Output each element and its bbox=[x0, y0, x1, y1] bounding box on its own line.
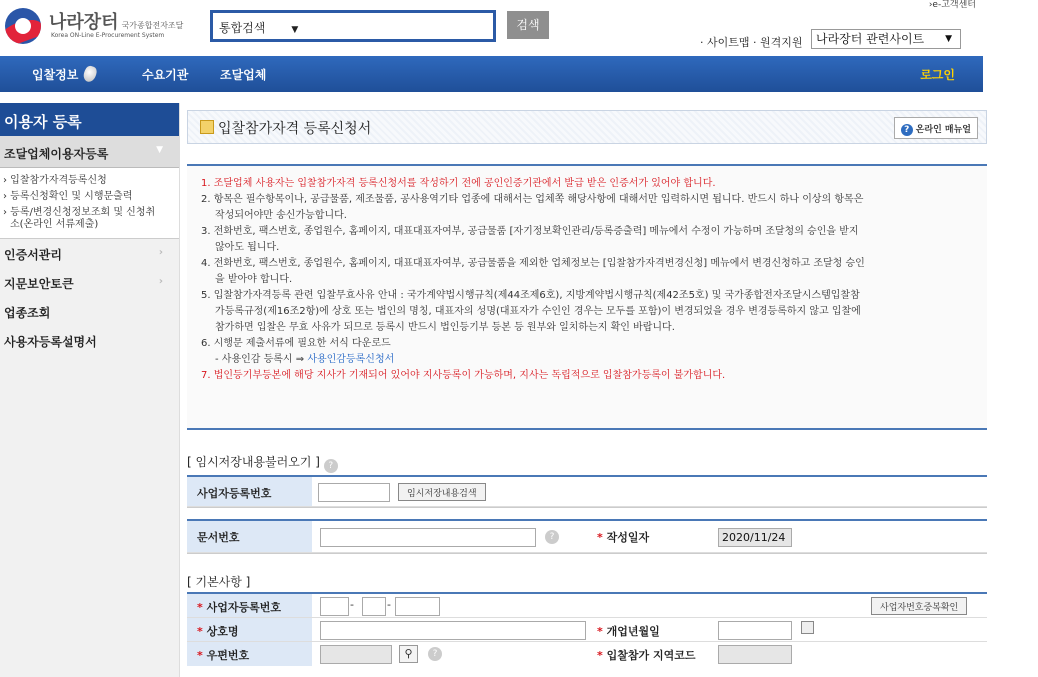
related-sites-select[interactable]: 나라장터 관련사이트 ▼ bbox=[811, 29, 961, 49]
notice-line: 가등록규정(제16조2항)에 상호 또는 법인의 명칭, 대표자의 성명(대표자가 수인인 경우는 모두를 포함)이 변경되었을 경우 변경등록하지 않고 입찰에 bbox=[215, 306, 861, 317]
biz-no-label: * 사업자등록번호 bbox=[187, 594, 312, 617]
notice-line: 7. 법인등기부등본에 해당 지사가 기재되어 있어야 지사등록이 가능하며, 지사는 독립적으로 입찰참가등록이 불가합니다. bbox=[201, 370, 726, 381]
sidebar-category[interactable]: 조달업체이용자등록 ▼ bbox=[0, 136, 179, 168]
page-header bbox=[187, 110, 987, 144]
bulb-icon bbox=[82, 64, 99, 83]
sidebar-item-fingerprint[interactable]: 지문보안토큰 › bbox=[4, 276, 163, 291]
biz-no-part1-field[interactable] bbox=[320, 597, 349, 616]
sidebar-subitem-apply[interactable]: › 입찰참가자격등록신청 bbox=[3, 175, 107, 186]
seal-form-download-link[interactable]: 사용인감등록신청서 bbox=[307, 354, 395, 365]
notice-box bbox=[187, 164, 987, 430]
logo-english: Korea ON-Line E-Procurement System bbox=[51, 32, 165, 39]
doc-info-table bbox=[187, 519, 987, 554]
table-row bbox=[187, 642, 987, 666]
chevron-right-icon: › bbox=[158, 247, 163, 258]
temp-section-title: [ 임시저장내용불러오기 ] ? bbox=[187, 453, 338, 473]
open-date-label: * 개업년월일 bbox=[597, 625, 660, 638]
biz-no-part3-field[interactable] bbox=[395, 597, 440, 616]
search-button[interactable]: 검색 bbox=[507, 11, 549, 39]
notice-line: 3. 전화번호, 팩스번호, 종업원수, 홈페이지, 대표대표자여부, 공급물품 [자기정보확인관리/등록증출력] 메뉴에서 수정이 가능하며 조달청의 승인을 받지 bbox=[201, 226, 859, 237]
utility-links[interactable]: · 사이트맵 · 원격지원 bbox=[700, 36, 803, 49]
date-label: * 작성일자 bbox=[597, 531, 650, 544]
search-scope-select[interactable]: 통합검색 ▼ bbox=[219, 21, 299, 35]
zip-label: * 우편번호 bbox=[187, 642, 312, 666]
notice-line: 않아도 됩니다. bbox=[215, 242, 280, 253]
chevron-down-icon: ▼ bbox=[291, 25, 299, 35]
logo-icon bbox=[5, 8, 41, 44]
nav-item-bids[interactable]: 입찰정보 bbox=[32, 66, 96, 83]
doc-no-field[interactable] bbox=[320, 528, 536, 547]
calendar-icon[interactable] bbox=[801, 621, 814, 634]
notice-line: 작성되어야만 송신가능합니다. bbox=[215, 210, 347, 221]
notice-line: 4. 전화번호, 팩스번호, 종업원수, 홈페이지, 대표대표자여부, 공급물품을 제외한 업체정보는 [입찰참가자격변경신청] 메뉴에서 변경신청하고 조달청 승인 bbox=[201, 258, 865, 269]
table-row bbox=[187, 618, 987, 642]
region-code-label: * 입찰참가 지역코드 bbox=[597, 649, 696, 662]
notice-line: 2. 항목은 필수항목이나, 공급물품, 제조물품, 공사용역기타 업종에 대해서는 업체쪽 해당사항에 대해서만 입력하시면 됩니다. 반드시 하나 이상의 항목은 bbox=[201, 194, 864, 205]
logo-title: 나라장터 bbox=[49, 12, 119, 33]
login-link[interactable]: 로그인 bbox=[920, 68, 955, 82]
date-field: 2020/11/24 bbox=[718, 528, 792, 547]
sidebar-item-industry[interactable]: 업종조회 bbox=[4, 306, 51, 320]
search-input[interactable] bbox=[210, 10, 496, 42]
notice-line: 1. 조달업체 사용자는 입찰참가자격 등록신청서를 작성하기 전에 공인인증기관에서 발급 받은 인증서가 있어야 합니다. bbox=[201, 178, 716, 189]
help-icon[interactable]: ? bbox=[545, 530, 559, 544]
notice-line: 6. 시행문 제출서류에 필요한 서식 다운로드 bbox=[201, 338, 391, 349]
notice-line: 을 받아야 합니다. bbox=[215, 274, 293, 285]
chevron-right-icon: › bbox=[158, 276, 163, 287]
region-code-field bbox=[718, 645, 792, 664]
notice-line: - 사용인감 등록시 ⇒ 사용인감등록신청서 bbox=[215, 354, 395, 365]
open-date-field[interactable] bbox=[718, 621, 792, 640]
customer-center-link[interactable]: ›e-고객센터 bbox=[928, 0, 976, 10]
temp-load-table bbox=[187, 475, 987, 508]
table-row: * 사업자등록번호 - - 사업자번호중복확인 bbox=[187, 594, 987, 618]
biz-no-label: 사업자등록번호 bbox=[187, 477, 312, 506]
help-icon: ? bbox=[901, 124, 913, 136]
chevron-down-icon: ▼ bbox=[156, 145, 163, 155]
table-row bbox=[187, 521, 987, 553]
chevron-down-icon: ▼ bbox=[945, 34, 952, 44]
nav-item-agencies[interactable]: 수요기관 bbox=[142, 68, 189, 82]
temp-search-button[interactable]: 임시저장내용검색 bbox=[398, 483, 486, 501]
sidebar-subitem-inquiry[interactable]: › 등록/변경신청정보조회 및 신청취 소(온라인 서류제출) bbox=[3, 207, 156, 230]
logo-subtitle: 국가종합전자조달 bbox=[121, 21, 184, 30]
zip-field bbox=[320, 645, 392, 664]
company-name-label: * 상호명 bbox=[187, 618, 312, 641]
sidebar-title: 이용자 등록 bbox=[0, 103, 179, 136]
search-icon[interactable]: ⚲ bbox=[399, 645, 418, 663]
top-header bbox=[0, 0, 1038, 52]
nav-item-suppliers[interactable]: 조달업체 bbox=[220, 68, 267, 82]
notice-line: 참가하면 입찰은 무효 사유가 되므로 등록시 반드시 법인등기부 등본 등 원부와 일치하는지 확인 바랍니다. bbox=[215, 322, 675, 333]
sidebar-submenu bbox=[0, 168, 179, 239]
page-title: 입찰참가자격 등록신청서 bbox=[218, 121, 372, 137]
help-icon[interactable]: ? bbox=[428, 647, 442, 661]
table-row bbox=[187, 477, 987, 507]
site-logo[interactable] bbox=[5, 8, 205, 44]
doc-no-label: 문서번호 bbox=[187, 521, 312, 552]
edit-icon bbox=[200, 120, 214, 134]
basic-section-title: [ 기본사항 ] bbox=[187, 575, 251, 589]
sidebar bbox=[0, 103, 180, 677]
company-name-field[interactable] bbox=[320, 621, 586, 640]
online-manual-button[interactable]: ? 온라인 매뉴얼 bbox=[894, 117, 978, 139]
dup-check-button[interactable]: 사업자번호중복확인 bbox=[871, 597, 967, 615]
basic-info-table bbox=[187, 592, 987, 666]
biz-no-part2-field[interactable] bbox=[362, 597, 386, 616]
help-icon[interactable]: ? bbox=[324, 459, 338, 473]
notice-line: 5. 입찰참가자격등록 관련 입찰무효사유 안내 : 국가계약법시행규칙(제44조제6호), 지방계약법시행규칙(제42조5호) 및 국가종합전자조달시스템입찰참 bbox=[201, 290, 860, 301]
sidebar-subitem-confirm[interactable]: › 등록신청확인 및 시행문출력 bbox=[3, 191, 133, 202]
sidebar-item-guide[interactable]: 사용자등록설명서 bbox=[4, 335, 97, 349]
sidebar-item-certificate[interactable]: 인증서관리 › bbox=[4, 247, 163, 262]
temp-biz-no-field[interactable] bbox=[318, 483, 390, 502]
main-nav bbox=[0, 56, 983, 92]
